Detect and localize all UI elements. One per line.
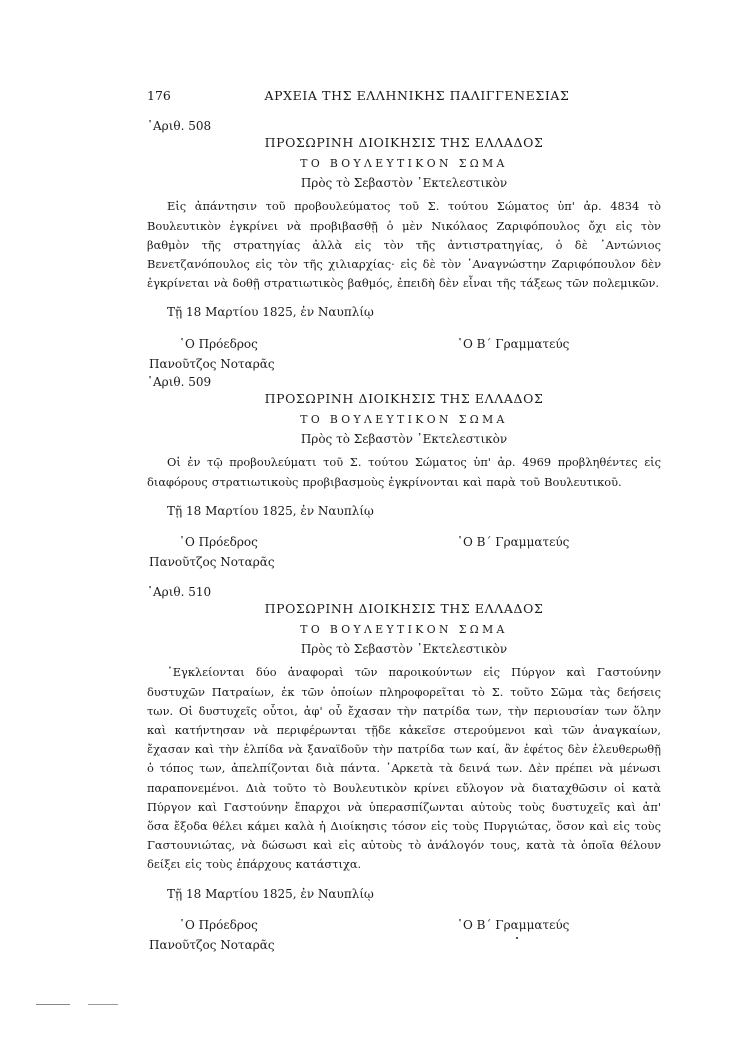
government-heading: ΠΡΟΣΩΡΙΝΗ ΔΙΟΙΚΗΣΙΣ ΤΗΣ ΕΛΛΑΔΟΣ <box>264 390 544 406</box>
document-text: ᾿Εγκλείονται δύο ἀναφοραὶ τῶν παροικούντων εἰς Πύργον καὶ Γαστούνην δυστυχῶν Πατραίων, ἐκ τῶν ὁποίων πληροφορεῖται τὸ Σ. τοῦτο Σῶμα τὰς δεήσεις των. Οἱ δυστυχεῖς οὗτοι, ἀφ' οὗ ἔχασαν τὴν πατρίδα των, τὴν περιουσίαν των ὅλην καὶ κατήντησαν νὰ περιφέρωνται τῇδε κἀκεῖσε στερούμενοι καὶ τῶν ἀναγκαίων, ἔχασαν καὶ τὴν ἐλπίδα νὰ ξαναϊδοῦν τὴν πατρίδα των καί, ἂν ἐφέτος δὲν ἐλευθερωθῇ ὁ τόπος των, ἀπελπίζονται διὰ πάντα. ᾿Αρκετὰ τὰ δεινά των. Δὲν πρέπει νὰ μένωσι παραπονεμένοι. Διὰ τοῦτο τὸ Βουλευτικὸν κρίνει εὔλογον νὰ διαταχθῶσιν οἱ κατὰ Πύργον καὶ Γαστούνην ἔπαρχοι νὰ ὑπερασπίζωνται αὐτοὺς τοὺς δυστυχεῖς καὶ ἀπ' ὅσα ἔξοδα θέλει κάμει καλὰ ἡ Διοίκησις τόσον εἰς τοὺς Πυργιώτας, ὅσον καὶ εἰς τοὺς Γαστουνιώτας, νὰ δώσωσι καὶ εἰς αὐτοὺς τὸ ἀνάλογόν τους, κατὰ τὰ ὁποῖα θέλουν δείξει εἰς τοὺς ἐπάρχους κατάστιχα. <box>147 665 661 872</box>
president-name: Πανοῦτζος Νοταρᾶς <box>149 938 275 953</box>
date-line: Τῇ 18 Μαρτίου 1825, ἐν Ναυπλίῳ <box>167 503 374 518</box>
president-title: ῾Ο Πρόεδρος <box>179 336 258 351</box>
page-header <box>147 88 657 106</box>
body-name-heading: ΤΟ ΒΟΥΛΕΥΤΙΚΟΝ ΣΩΜΑ <box>300 157 508 171</box>
signature-row <box>147 916 661 936</box>
body-name-heading: ΤΟ ΒΟΥΛΕΥΤΙΚΟΝ ΣΩΜΑ <box>300 413 508 427</box>
government-heading: ΠΡΟΣΩΡΙΝΗ ΔΙΟΙΚΗΣΙΣ ΤΗΣ ΕΛΛΑΔΟΣ <box>264 134 544 150</box>
signature-row <box>147 533 661 553</box>
document-text: Οἱ ἐν τῷ προβουλεύματι τοῦ Σ. τούτου Σώματος ὑπ' ἀρ. 4969 προβληθέντες εἰς διαφόρους στρατιωτικοὺς προβιβασμοὺς ἐγκρίνονται καὶ παρὰ τοῦ Βουλευτικοῦ. <box>147 455 661 489</box>
document-number: ᾿Αριθ. 510 <box>147 585 212 599</box>
scan-speck <box>516 937 518 939</box>
running-title: ΑΡΧΕΙΑ ΤΗΣ ΕΛΛΗΝΙΚΗΣ ΠΑΛΙΓΓΕΝΕΣΙΑΣ <box>264 88 570 103</box>
president-name: Πανοῦτζος Νοταρᾶς <box>149 555 275 570</box>
secretary-title: ῾Ο Β΄ Γραμματεύς <box>457 918 570 933</box>
document-508 <box>147 117 661 375</box>
document-number: ᾿Αριθ. 508 <box>147 119 212 133</box>
scan-edge-mark <box>88 1004 118 1005</box>
body-name-heading: ΤΟ ΒΟΥΛΕΥΤΙΚΟΝ ΣΩΜΑ <box>300 623 508 637</box>
document-number: ᾿Αριθ. 509 <box>147 375 212 389</box>
secretary-title: ῾Ο Β΄ Γραμματεύς <box>457 336 570 351</box>
document-510 <box>147 583 661 956</box>
document-text: Εἰς ἀπάντησιν τοῦ προβουλεύματος τοῦ Σ. τούτου Σώματος ὑπ' ἀρ. 4834 τὸ Βουλευτικὸν ἐγκρίνει νὰ προβιβασθῇ ὁ μὲν Νικόλαος Ζαριφόπουλος ὄχι εἰς τὸν βαθμὸν τῆς στρατηγίας ἀλλὰ εἰς τὸν τῆς ἀντιστρατηγίας, ὁ δὲ ᾿Αντώνιος Βενετζανόπουλος εἰς τὸν τῆς χιλιαρχίας· εἰς δὲ τὸν ᾿Αναγνώστην Ζαριφόπουλον δὲν ἐγκρίνεται νὰ δοθῇ στρατιωτικὸς βαθμός, ἐπειδὴ δὲν εἶναι τῆς τάξεως τῶν πολεμικῶν. <box>147 199 661 291</box>
date-line: Τῇ 18 Μαρτίου 1825, ἐν Ναυπλίῳ <box>167 305 374 320</box>
page-number: 176 <box>147 88 171 103</box>
president-title: ῾Ο Πρόεδρος <box>179 535 258 550</box>
addressee-line: Πρὸς τὸ Σεβαστὸν ᾿Εκτελεστικὸν <box>300 431 508 446</box>
addressee-line: Πρὸς τὸ Σεβαστὸν ᾿Εκτελεστικὸν <box>300 641 508 656</box>
scan-edge-mark <box>36 1004 70 1005</box>
document-509 <box>147 373 661 573</box>
secretary-title: ῾Ο Β΄ Γραμματεύς <box>457 535 570 550</box>
date-line: Τῇ 18 Μαρτίου 1825, ἐν Ναυπλίῳ <box>167 886 374 901</box>
president-title: ῾Ο Πρόεδρος <box>179 918 258 933</box>
signature-row <box>147 335 661 355</box>
addressee-line: Πρὸς τὸ Σεβαστὸν ᾿Εκτελεστικὸν <box>300 175 508 190</box>
president-name: Πανοῦτζος Νοταρᾶς <box>149 356 275 371</box>
government-heading: ΠΡΟΣΩΡΙΝΗ ΔΙΟΙΚΗΣΙΣ ΤΗΣ ΕΛΛΑΔΟΣ <box>264 600 544 616</box>
